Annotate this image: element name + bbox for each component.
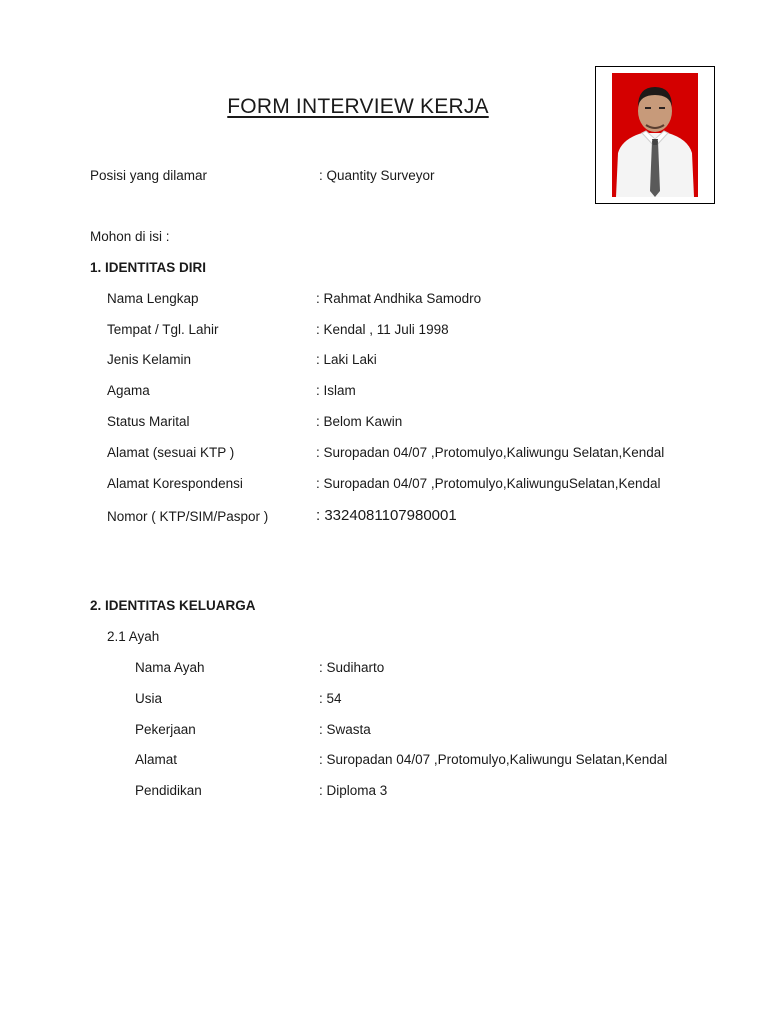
- row-label: Agama: [107, 383, 150, 398]
- row-label: Jenis Kelamin: [107, 352, 192, 367]
- sub-heading-father: 2.1 Ayah: [107, 629, 160, 644]
- row-label: Pendidikan: [135, 783, 202, 798]
- position-value: : Quantity Surveyor: [319, 168, 435, 183]
- row-label: Nama Ayah: [135, 660, 205, 675]
- row-label: Alamat: [135, 752, 178, 767]
- row-label: Nomor ( KTP/SIM/Paspor ): [107, 509, 269, 524]
- row-value: : Diploma 3: [319, 783, 388, 798]
- section-heading-identity: 1. IDENTITAS DIRI: [90, 260, 207, 275]
- applicant-photo-frame: [595, 66, 715, 204]
- row-value: : Suropadan 04/07 ,Protomulyo,Kaliwungu Selatan,Kendal: [319, 752, 668, 767]
- row-label: Tempat / Tgl. Lahir: [107, 322, 219, 337]
- form-title: FORM INTERVIEW KERJA: [227, 95, 489, 118]
- row-label: Usia: [135, 691, 163, 706]
- row-label: Nama Lengkap: [107, 291, 199, 306]
- row-value: : Rahmat Andhika Samodro: [316, 291, 482, 306]
- person-photo-icon: [612, 73, 698, 197]
- instruction-text: Mohon di isi :: [90, 229, 170, 244]
- row-label: Pekerjaan: [135, 722, 196, 737]
- row-value: : Sudiharto: [319, 660, 385, 675]
- section-heading-family: 2. IDENTITAS KELUARGA: [90, 598, 256, 613]
- id-number-value: : 3324081107980001: [316, 507, 457, 524]
- row-label: Alamat (sesuai KTP ): [107, 445, 235, 460]
- row-value: : Suropadan 04/07 ,Protomulyo,Kaliwungu Selatan,Kendal: [316, 445, 665, 460]
- row-value: : Laki Laki: [316, 352, 377, 367]
- row-value: : 54: [319, 691, 342, 706]
- row-value: : Kendal , 11 Juli 1998: [316, 322, 449, 337]
- row-value: : Swasta: [319, 722, 371, 737]
- row-value: : Belom Kawin: [316, 414, 403, 429]
- row-label: Status Marital: [107, 414, 190, 429]
- row-label: Alamat Korespondensi: [107, 476, 243, 491]
- row-value: : Suropadan 04/07 ,Protomulyo,KaliwunguSelatan,Kendal: [316, 476, 661, 491]
- row-value: : Islam: [316, 383, 356, 398]
- position-label: Posisi yang dilamar: [90, 168, 208, 183]
